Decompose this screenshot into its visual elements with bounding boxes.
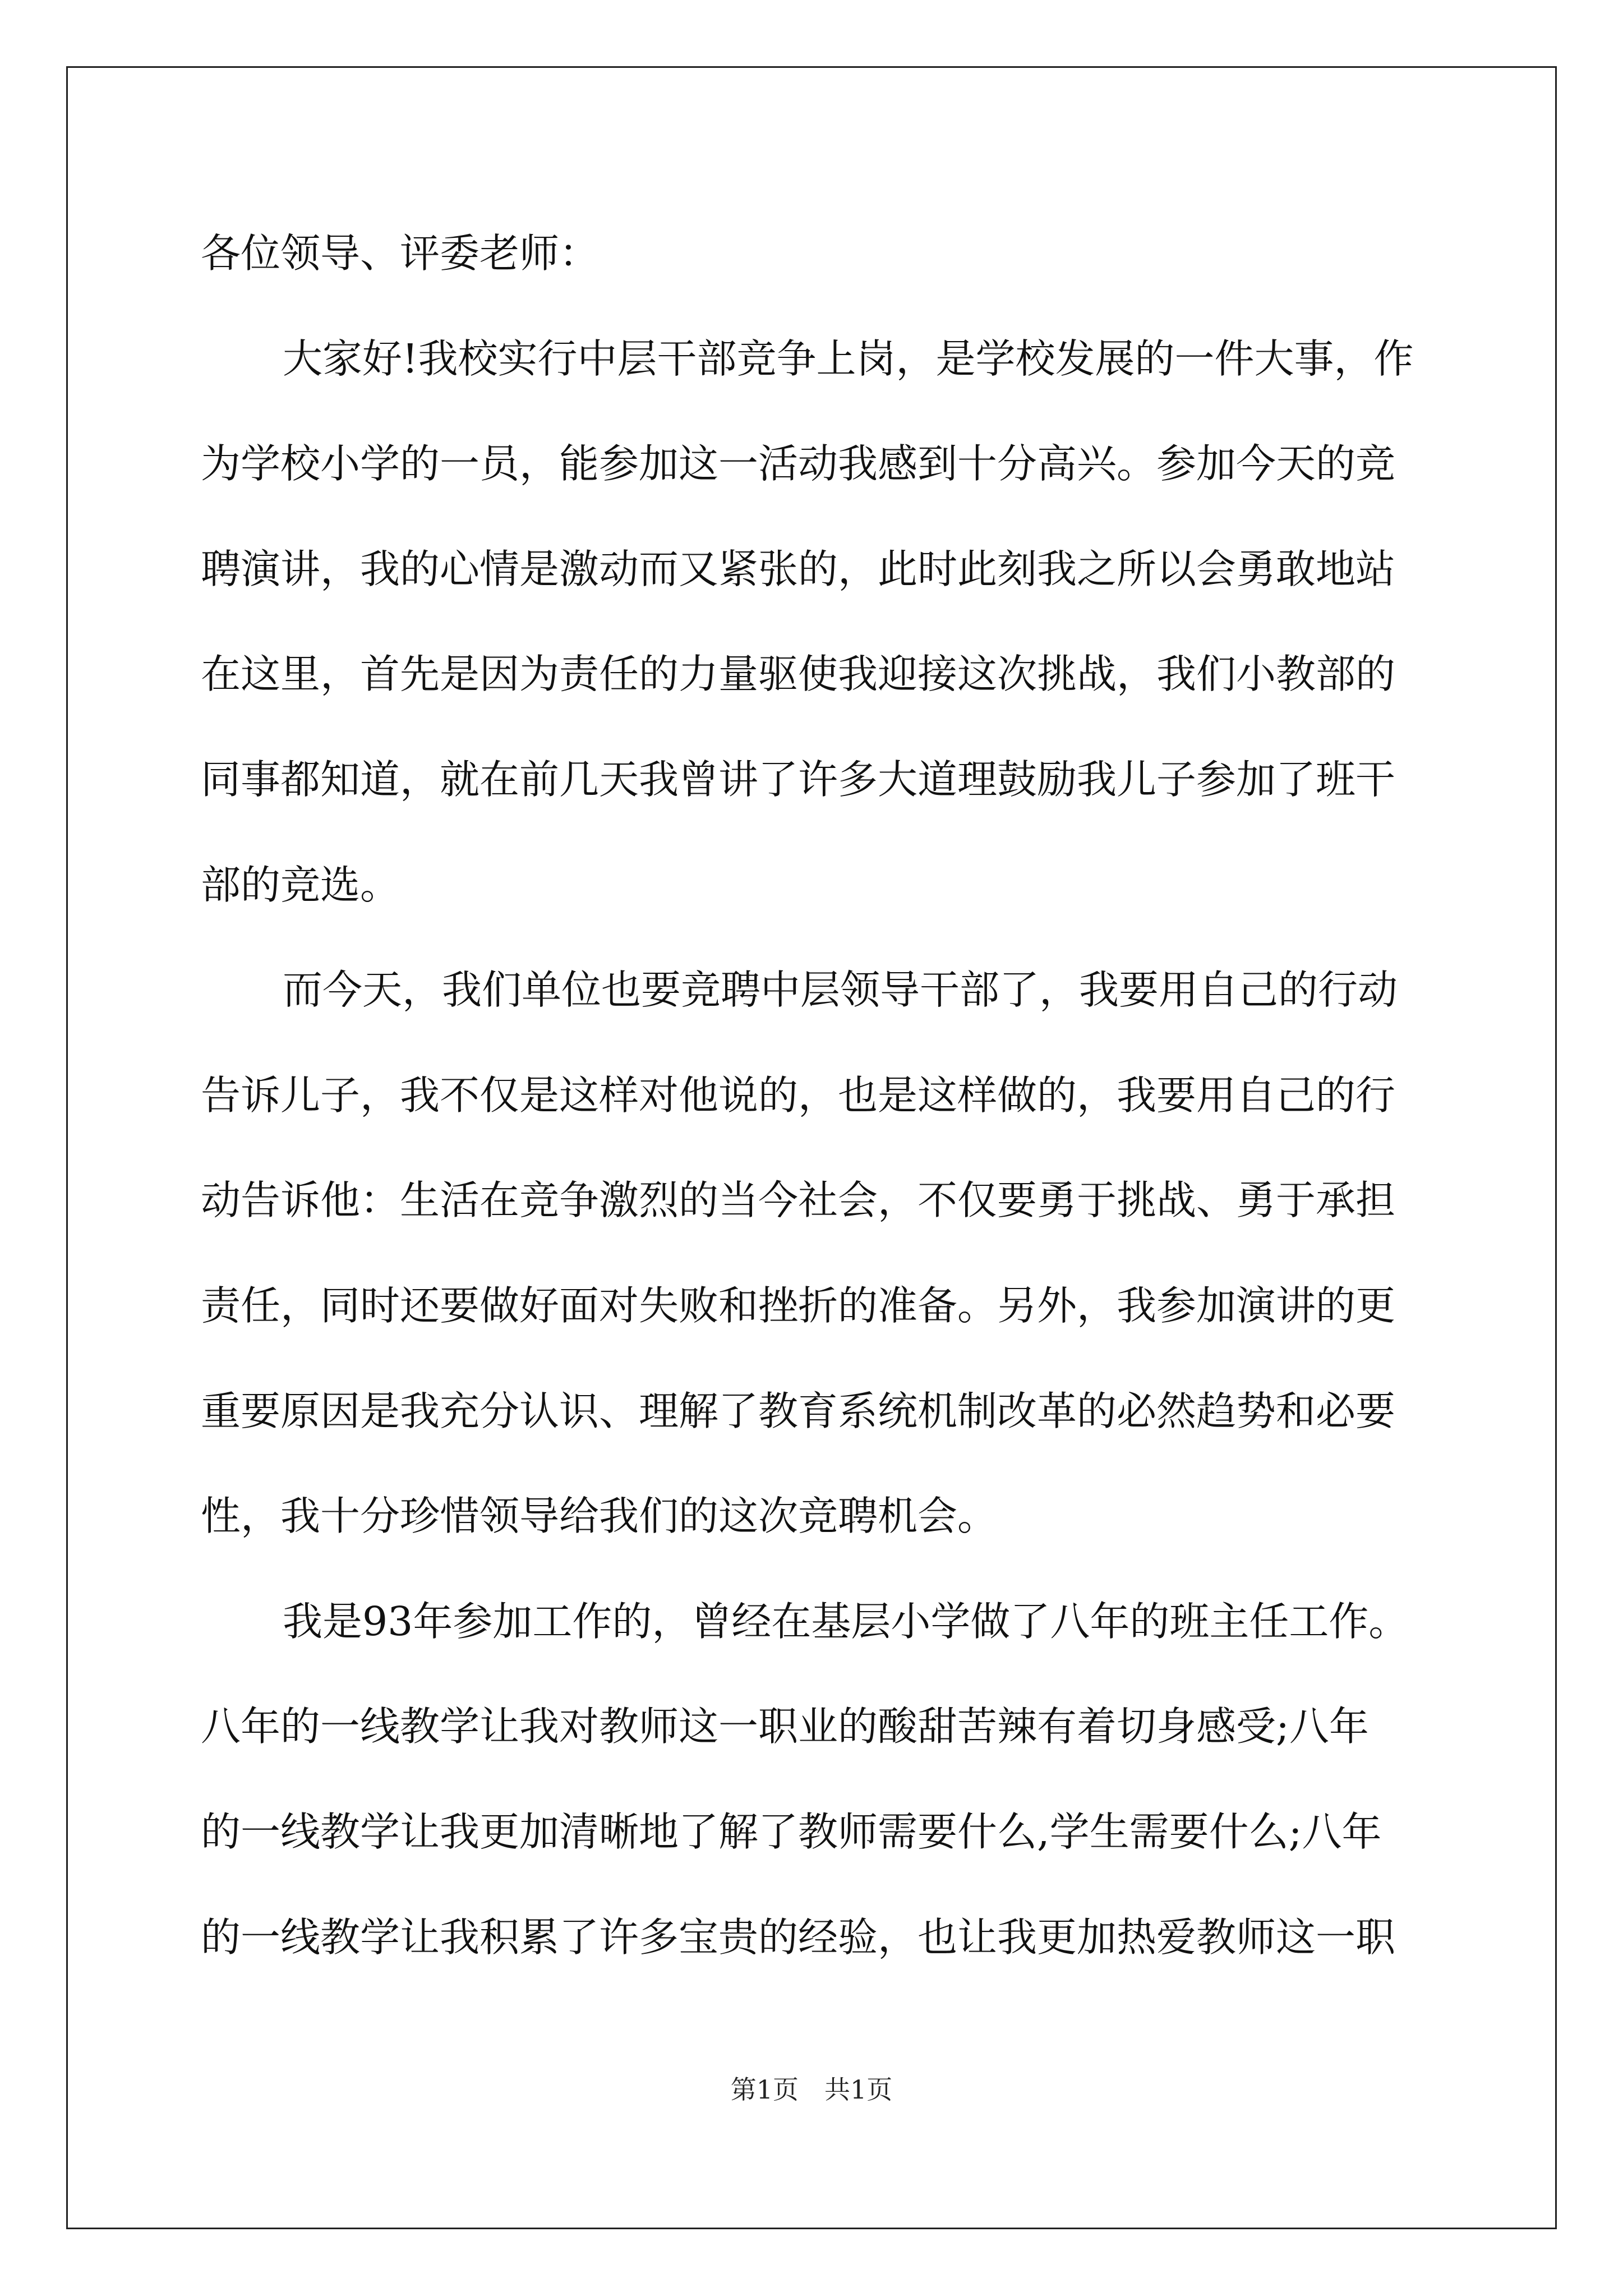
paragraph-1-line-1: 大家好!我校实行中层干部竞争上岗，是学校发展的一件大事，作	[283, 335, 1414, 382]
page-number-footer: 第1页 共1页	[730, 2074, 893, 2105]
paragraph-1-line-6: 部的竞选。	[201, 862, 400, 908]
paragraph-1-line-5: 同事都知道，就在前几天我曾讲了许多大道理鼓励我儿子参加了班干	[201, 756, 1396, 803]
paragraph-1-line-4: 在这里，首先是因为责任的力量驱使我迎接这次挑战，我们小教部的	[201, 651, 1396, 697]
paragraph-2-line-1: 而今天，我们单位也要竞聘中层领导干部了，我要用自己的行动	[283, 967, 1398, 1013]
paragraph-3-line-2: 八年的一线教学让我对教师这一职业的酸甜苦辣有着切身感受;八年	[201, 1703, 1369, 1750]
paragraph-1-line-3: 聘演讲，我的心情是激动而又紧张的，此时此刻我之所以会勇敢地站	[201, 546, 1396, 592]
paragraph-2-line-4: 责任，同时还要做好面对失败和挫折的准备。另外，我参加演讲的更	[201, 1282, 1396, 1329]
paragraph-3-line-4: 的一线教学让我积累了许多宝贵的经验，也让我更加热爱教师这一职	[201, 1914, 1396, 1961]
paragraph-1-line-2: 为学校小学的一员，能参加这一活动我感到十分高兴。参加今天的竞	[201, 440, 1396, 487]
paragraph-3-line-3: 的一线教学让我更加清晰地了解了教师需要什么,学生需要什么;八年	[201, 1809, 1382, 1855]
paragraph-2-line-6: 性，我十分珍惜领导给我们的这次竞聘机会。	[201, 1493, 998, 1539]
paragraph-2-line-3: 动告诉他：生活在竞争激烈的当今社会，不仅要勇于挑战、勇于承担	[201, 1177, 1396, 1223]
paragraph-2-line-2: 告诉儿子，我不仅是这样对他说的，也是这样做的，我要用自己的行	[201, 1072, 1396, 1119]
salutation-line: 各位领导、评委老师：	[201, 230, 600, 277]
paragraph-3-line-1: 我是93年参加工作的，曾经在基层小学做了八年的班主任工作。	[283, 1598, 1409, 1645]
paragraph-2-line-5: 重要原因是我充分认识、理解了教育系统机制改革的必然趋势和必要	[201, 1388, 1396, 1434]
